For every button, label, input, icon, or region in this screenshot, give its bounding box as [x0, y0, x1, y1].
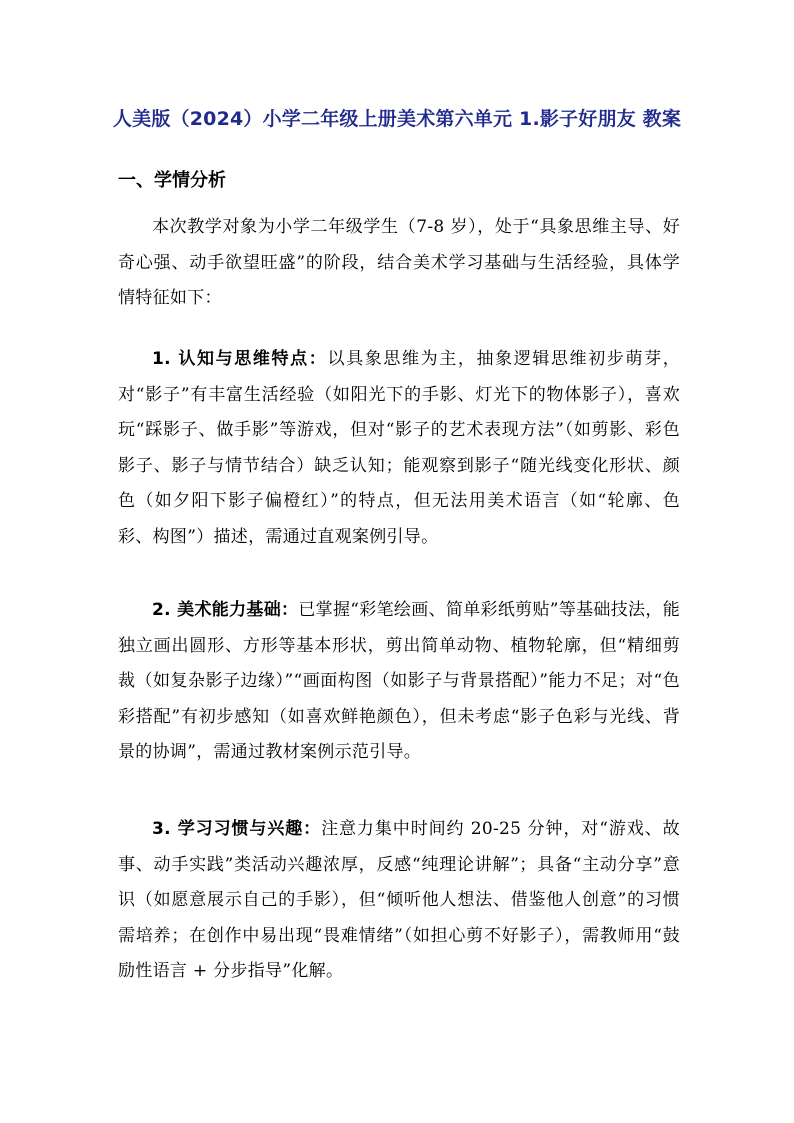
paragraph-cognition — [118, 342, 680, 555]
paragraph-text-cognition: 以具象思维为主，抽象逻辑思维初步萌芽，对“影子”有丰富生活经验（如阳光下的手影、灯光下的物体影子），喜欢玩“踩影子、做手影”等游戏，但对“影子的艺术表现方法”（如剪影、彩色影子、影子与情节结合）缺乏认知；能观察到影子“随光线变化形状、颜色（如夕阳下影子偏橙红）”的特点，但无法用美术语言（如“轮廓、色彩、构图”）描述，需通过直观案例引导。 — [118, 349, 680, 547]
paragraph-lead-habits: 3. 学习习惯与兴趣： — [152, 819, 322, 839]
paragraph-lead-art-ability: 2. 美术能力基础： — [152, 600, 299, 620]
intro-paragraph: 本次教学对象为小学二年级学生（7-8 岁），处于“具象思维主导、好奇心强、动手欲望旺盛”的阶段，结合美术学习基础与生活经验，具体学情特征如下： — [118, 217, 680, 308]
paragraph-text-art-ability: 已掌握“彩笔绘画、简单彩纸剪贴”等基础技法，能独立画出圆形、方形等基本形状，剪出简单动物、植物轮廓，但“精细剪裁（如复杂影子边缘）”“画面构图（如影子与背景搭配）”能力不足；对“色彩搭配”有初步感知（如喜欢鲜艳颜色），但未考虑“影子色彩与光线、背景的协调”，需通过教材案例示范引导。 — [118, 600, 680, 762]
paragraph-text-habits: 注意力集中时间约 20-25 分钟，对“游戏、故事、动手实践”类活动兴趣浓厚，反感“纯理论讲解”；具备“主动分享”意识（如愿意展示自己的手影），但“倾听他人想法、借鉴他人创意”的习惯需培养；在创作中易出现“畏难情绪”（如担心剪不好影子），需教师用“鼓励性语言 + 分步指导”化解。 — [118, 819, 680, 981]
paragraph-habits — [118, 812, 680, 990]
section-heading: 一、学情分析 — [118, 170, 226, 191]
paragraph-lead-cognition: 1. 认知与思维特点： — [152, 349, 328, 369]
paragraph-art-ability — [118, 593, 680, 771]
document-title: 人美版（2024）小学二年级上册美术第六单元 1.影子好朋友 教案 — [112, 108, 682, 130]
